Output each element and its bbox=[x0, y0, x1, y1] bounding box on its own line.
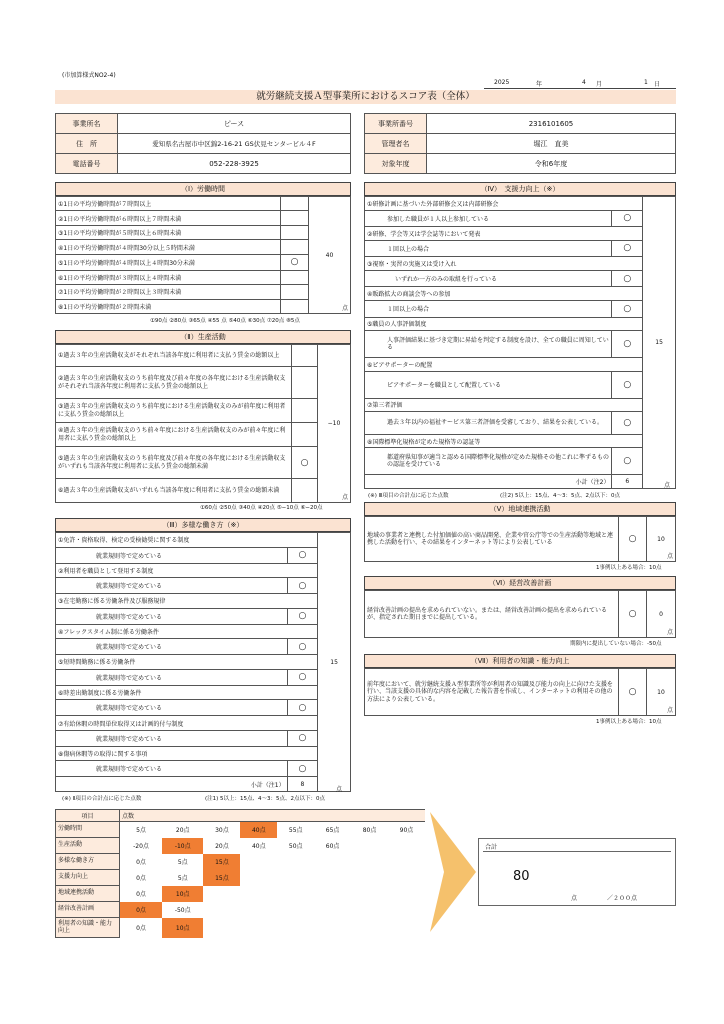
s5-score-cell bbox=[647, 517, 676, 562]
s7-score: 10 bbox=[657, 688, 665, 696]
summary-cell bbox=[388, 918, 425, 938]
summary-cell bbox=[277, 902, 314, 918]
s7-score-cell bbox=[647, 669, 676, 716]
s1-mark bbox=[281, 225, 309, 239]
summary-cell bbox=[351, 886, 388, 902]
summary-row-label: 多様な働き方 bbox=[56, 854, 120, 870]
s3-mark: ○ bbox=[287, 578, 318, 594]
summary-cell: 40点 bbox=[251, 843, 266, 850]
summary-cell bbox=[388, 854, 425, 870]
s6-table bbox=[364, 590, 676, 638]
summary-cell bbox=[314, 854, 351, 870]
s6-note: 期限内に提出していない場合：-50点 bbox=[570, 641, 662, 647]
s2-row: ③過去３年の生産活動収支のうち前年度における生産活動収支のみが前年度に利用者に支払う賃金の総額以上 bbox=[56, 399, 292, 423]
s4-item-head: ②研修、学会等又は学会誌等において発表 bbox=[365, 227, 643, 241]
summary-header-points: 点数 bbox=[120, 810, 426, 822]
s1-row: ⑤1日の平均労働時間が４時間以上４時間30分未満 bbox=[56, 254, 281, 270]
s2-table bbox=[55, 344, 351, 503]
s4-item-head: ③視察・実習の実施又は受け入れ bbox=[365, 257, 643, 271]
s3-unit: 点 bbox=[336, 786, 343, 793]
total-box bbox=[478, 838, 676, 906]
s4-item-sub: ピアサポーターを職員として配置している bbox=[365, 371, 612, 398]
summary-row-label: 経営改善計画 bbox=[56, 902, 120, 918]
date-year: 2025 bbox=[494, 79, 510, 86]
date-year-unit: 年 bbox=[536, 81, 543, 88]
s2-row: ①過去３年の生産活動収支がそれぞれ当該各年度に利用者に支払う賃金の総額以上 bbox=[56, 345, 292, 367]
summary-cell: 60点 bbox=[325, 843, 340, 850]
s3-item-head: ⑦有給休暇の時間単位取得又は計画的付与制度 bbox=[56, 716, 318, 731]
summary-cell: 15点 bbox=[203, 870, 240, 886]
s1-mark bbox=[281, 285, 309, 299]
summary-cell: 40点 bbox=[240, 822, 277, 838]
summary-row bbox=[56, 870, 426, 886]
date-day-unit: 日 bbox=[654, 81, 661, 88]
summary-cell bbox=[203, 886, 240, 902]
s4-note-left: (※) Ⅲ項目の合計点に応じた点数 bbox=[368, 493, 449, 499]
s1-title: （Ⅰ）労働時間 bbox=[55, 182, 351, 196]
summary-cell bbox=[203, 918, 240, 938]
info-left-table bbox=[55, 113, 351, 174]
summary-cell bbox=[240, 886, 277, 902]
summary-cell: 30点 bbox=[215, 827, 229, 835]
s6-text: 経営改善計画の提出を求められていない。または、経営改善計画の提出を求められているが、指定された期日までに提出している。 bbox=[365, 591, 619, 638]
s4-unit: 点 bbox=[664, 482, 671, 489]
summary-cell bbox=[277, 870, 314, 886]
summary-cell bbox=[277, 854, 314, 870]
summary-cell: 50点 bbox=[288, 843, 303, 850]
summary-cell: 20点 bbox=[215, 843, 229, 850]
s4-item-sub: １回以上の場合 bbox=[365, 300, 612, 317]
summary-row-label: 支援力向上 bbox=[56, 870, 120, 886]
summary-row bbox=[56, 854, 426, 870]
s5-unit: 点 bbox=[666, 553, 673, 560]
summary-cell bbox=[388, 886, 425, 902]
s3-table bbox=[55, 532, 351, 792]
s3-item-head: ④フレックスタイム制に係る労働条件 bbox=[56, 624, 318, 639]
s5-table bbox=[364, 516, 676, 562]
s4-mark: ○ bbox=[612, 300, 643, 317]
s1-row: ②1日の平均労働時間が６時間以上７時間未満 bbox=[56, 211, 281, 225]
summary-cell bbox=[388, 838, 425, 854]
summary-cell bbox=[351, 838, 388, 854]
s4-score: 15 bbox=[643, 197, 676, 489]
summary-cell: 5点 bbox=[136, 827, 146, 835]
summary-cell bbox=[314, 918, 351, 938]
s3-item-sub: 就業規則等で定めている bbox=[56, 730, 288, 746]
s5-mark: ○ bbox=[619, 517, 647, 562]
s1-row: ⑦1日の平均労働時間が２時間以上３時間未満 bbox=[56, 285, 281, 299]
s2-mark bbox=[292, 399, 318, 423]
summary-cell: 0点 bbox=[136, 859, 146, 866]
s4-mark: ○ bbox=[612, 371, 643, 398]
arrow-icon bbox=[430, 812, 476, 932]
summary-cell: 55点 bbox=[288, 827, 303, 835]
s7-text: 前年度において、就労継続支援Ａ型事業所等が利用者の知識及び能力の向上に向けた支援を行い、当該支援の具体的な内容を記載した報告書を作成し、インターネットの利用その他の方法により公表している。 bbox=[365, 669, 619, 716]
s3-item-head: ②利用者を職員として登用する制度 bbox=[56, 563, 318, 578]
summary-row-label: 生産活動 bbox=[56, 838, 120, 854]
s3-item-sub: 就業規則等で定めている bbox=[56, 578, 288, 594]
manager-name: 堀江 直美 bbox=[427, 134, 676, 154]
s7-table bbox=[364, 668, 676, 716]
summary-cell: -10点 bbox=[162, 838, 203, 854]
s4-mark: ○ bbox=[612, 448, 643, 475]
s3-item-head: ③在宅勤務に係る労働条件及び服務規律 bbox=[56, 594, 318, 609]
facility-name: ピース bbox=[118, 114, 351, 134]
s3-mark: ○ bbox=[287, 761, 318, 777]
s3-item-head: ⑧傷病休暇等の取得に関する事項 bbox=[56, 746, 318, 761]
summary-cell: 0点 bbox=[136, 875, 146, 882]
s3-mark: ○ bbox=[287, 700, 318, 716]
s3-mark: ○ bbox=[287, 608, 318, 624]
s3-item-sub: 就業規則等で定めている bbox=[56, 700, 288, 716]
s1-row: ⑥1日の平均労働時間が３時間以上４時間未満 bbox=[56, 270, 281, 284]
s3-mark: ○ bbox=[287, 730, 318, 746]
s4-title: （Ⅳ） 支援力向上（※） bbox=[364, 182, 676, 196]
s3-subtotal-label: 小計（注1） bbox=[56, 777, 288, 792]
s4-item-head: ⑧国際標準化規格が定めた規格等の認証等 bbox=[365, 434, 643, 448]
summary-cell: 10点 bbox=[162, 918, 203, 938]
summary-row bbox=[56, 886, 426, 902]
summary-cell bbox=[240, 902, 277, 918]
s1-mark: ○ bbox=[281, 254, 309, 270]
s6-score: 0 bbox=[659, 610, 663, 618]
s3-mark: ○ bbox=[287, 669, 318, 685]
s5-note: 1事例以上ある場合：10点 bbox=[596, 565, 662, 571]
total-value: 80 bbox=[513, 869, 530, 884]
s3-note-right: (注1) 5以上：15点、4〜3：5点、2点以下：0点 bbox=[205, 796, 326, 802]
s4-item-sub: 参加した職員が１人以上参加している bbox=[365, 210, 612, 227]
s2-mark bbox=[292, 367, 318, 399]
s3-item-head: ①免許・資格取得、検定の受検勧奨に関する制度 bbox=[56, 533, 318, 548]
s1-score-cell bbox=[309, 197, 351, 314]
s4-item-sub: 都道府県知事が適当と認める国際標準化規格が定めた規格その他これに準ずるものの認証を受けている bbox=[365, 448, 612, 475]
s5-title: （Ⅴ）地域連携活動 bbox=[364, 502, 676, 516]
s3-item-sub: 就業規則等で定めている bbox=[56, 639, 288, 655]
s4-note-right: (注2) 5以上：15点、4〜3：5点、2点以下：0点 bbox=[500, 493, 621, 499]
s5-score: 10 bbox=[657, 535, 665, 543]
year-label: 対象年度 bbox=[365, 154, 427, 174]
summary-row bbox=[56, 838, 426, 854]
summary-cell: 5点 bbox=[177, 859, 188, 866]
form-id: (市加算様式NO2-4) bbox=[62, 72, 116, 79]
s4-mark: ○ bbox=[612, 412, 643, 435]
date-day: 1 bbox=[644, 79, 648, 86]
s2-mark bbox=[292, 423, 318, 447]
s3-item-sub: 就業規則等で定めている bbox=[56, 547, 288, 563]
page-title: 就労継続支援Ａ型事業所におけるスコア表（全体） bbox=[55, 90, 676, 104]
summary-row bbox=[56, 822, 426, 838]
s1-table bbox=[55, 196, 351, 314]
summary-cell bbox=[314, 902, 351, 918]
name-label: 事業所名 bbox=[56, 114, 118, 134]
no-label: 事業所番号 bbox=[365, 114, 427, 134]
summary-row-label: 利用者の知識・能力向上 bbox=[56, 918, 120, 938]
s4-table bbox=[364, 196, 676, 489]
summary-cell bbox=[351, 902, 388, 918]
s2-score-cell bbox=[318, 345, 351, 503]
s1-row: ③1日の平均労働時間が５時間以上６時間未満 bbox=[56, 225, 281, 239]
s2-row: ④過去３年の生産活動収支のうち前々年度における生産活動収支のみが前々年度に利用者に支払う賃金の総額以上 bbox=[56, 423, 292, 447]
s2-unit: 点 bbox=[341, 494, 348, 501]
s1-unit: 点 bbox=[341, 305, 348, 312]
s7-unit: 点 bbox=[666, 707, 673, 714]
s4-item-head: ⑦第三者評価 bbox=[365, 398, 643, 412]
info-right-table bbox=[364, 113, 676, 174]
s1-row: ①1日の平均労働時間が７時間以上 bbox=[56, 197, 281, 211]
summary-cell bbox=[351, 918, 388, 938]
summary-cell bbox=[388, 870, 425, 886]
summary-table bbox=[55, 809, 425, 938]
summary-cell bbox=[240, 918, 277, 938]
s4-item-sub: 人事評価結果に基づき定期に昇給を判定する制度を設け、全ての職員に周知している bbox=[365, 331, 612, 358]
s4-mark: ○ bbox=[612, 270, 643, 287]
s2-title: （Ⅱ）生産活動 bbox=[55, 330, 351, 344]
s1-note: ①90点 ②80点 ③65点 ④55 点 ⑤40点 ⑥30点 ⑦20点 ⑧5点 bbox=[150, 318, 300, 324]
s1-mark bbox=[281, 270, 309, 284]
mgr-label: 管理者名 bbox=[365, 134, 427, 154]
total-max: ／２００点 bbox=[607, 895, 638, 902]
summary-header-item: 項目 bbox=[56, 810, 120, 822]
summary-cell: 5点 bbox=[177, 875, 188, 882]
summary-cell: 20点 bbox=[175, 827, 190, 835]
s2-score: −10 bbox=[327, 420, 341, 427]
s3-mark: ○ bbox=[287, 547, 318, 563]
summary-cell: 10点 bbox=[162, 886, 203, 902]
summary-row bbox=[56, 918, 426, 938]
summary-cell: 80点 bbox=[362, 827, 377, 835]
summary-row-label: 労働時間 bbox=[56, 822, 120, 838]
summary-cell: 0点 bbox=[136, 925, 146, 932]
summary-cell bbox=[351, 870, 388, 886]
s4-mark: ○ bbox=[612, 210, 643, 227]
s2-mark bbox=[292, 345, 318, 367]
total-unit: 点 bbox=[571, 895, 578, 902]
addr-label: 住 所 bbox=[56, 134, 118, 154]
s2-mark: ○ bbox=[292, 447, 318, 479]
s3-mark: ○ bbox=[287, 639, 318, 655]
s4-item-sub: １回以上の場合 bbox=[365, 240, 612, 257]
summary-cell bbox=[240, 854, 277, 870]
summary-cell bbox=[388, 902, 425, 918]
s4-item-head: ⑥ピアサポーターの配置 bbox=[365, 358, 643, 372]
s1-mark bbox=[281, 240, 309, 254]
s3-item-sub: 就業規則等で定めている bbox=[56, 761, 288, 777]
date-month-unit: 月 bbox=[596, 81, 603, 88]
summary-cell: 0点 bbox=[136, 891, 146, 898]
total-label: 合計 bbox=[485, 844, 498, 851]
s4-item-sub: 過去３年以内の福祉サービス第三者評価を受審しており、結果を公表している。 bbox=[365, 412, 612, 435]
s6-unit: 点 bbox=[666, 629, 673, 636]
s2-row: ②過去３年の生産活動収支のうち前年度及び前々年度の各年度における生産活動収支がそれぞれ当該各年度に利用者に支払う賃金の総額以上 bbox=[56, 367, 292, 399]
s2-row: ⑥過去３年の生産活動収支がいずれも当該各年度に利用者に支払う賃金の総額未満 bbox=[56, 479, 292, 503]
s3-subtotal: 8 bbox=[287, 777, 318, 792]
total-divider bbox=[483, 851, 671, 852]
s3-score: 15 bbox=[318, 533, 351, 792]
s1-mark bbox=[281, 299, 309, 314]
summary-cell: 65点 bbox=[325, 827, 340, 835]
s3-note-left: (※) Ⅱ項目の合計点に応じた点数 bbox=[62, 796, 142, 802]
s7-note: 1事例以上ある場合：10点 bbox=[596, 719, 662, 725]
s4-subtotal: 6 bbox=[612, 475, 643, 489]
s2-mark bbox=[292, 479, 318, 503]
facility-tel: 052-228-3925 bbox=[118, 154, 351, 174]
summary-cell bbox=[240, 870, 277, 886]
s6-mark: ○ bbox=[619, 591, 647, 638]
summary-cell: 0点 bbox=[120, 902, 163, 918]
summary-cell: -50点 bbox=[174, 907, 191, 914]
s7-mark: ○ bbox=[619, 669, 647, 716]
s1-score: 40 bbox=[325, 251, 334, 259]
s3-item-sub: 就業規則等で定めている bbox=[56, 608, 288, 624]
s6-title: （Ⅵ）経営改善計画 bbox=[364, 576, 676, 590]
s4-subtotal-label: 小計（注2） bbox=[365, 475, 612, 489]
facility-address: 愛知県名古屋市中区錦2-16-21 GS伏見センタービル４F bbox=[118, 134, 351, 154]
summary-row-label: 地域連携活動 bbox=[56, 886, 120, 902]
target-year: 令和6年度 bbox=[427, 154, 676, 174]
s3-title: （Ⅲ）多様な働き方（※） bbox=[55, 518, 351, 532]
summary-cell bbox=[314, 870, 351, 886]
s3-item-sub: 就業規則等で定めている bbox=[56, 669, 288, 685]
date-month: 4 bbox=[582, 79, 586, 86]
s2-row: ⑤過去３年の生産活動収支のうち前年度及び前々年度の各年度における生産活動収支がいずれも当該各年度に利用者に支払う賃金の総額未満 bbox=[56, 447, 292, 479]
summary-cell bbox=[277, 918, 314, 938]
s4-item-head: ①研修計画に基づいた外部研修会又は内部研修会 bbox=[365, 197, 643, 211]
summary-cell: 15点 bbox=[203, 854, 240, 870]
s3-item-head: ⑤短時間勤務に係る労働条件 bbox=[56, 655, 318, 670]
s3-item-head: ⑥時差出勤制度に係る労働条件 bbox=[56, 685, 318, 700]
s7-title: （Ⅶ）利用者の知識・能力向上 bbox=[364, 654, 676, 668]
s1-row: ⑧1日の平均労働時間が２時間未満 bbox=[56, 299, 281, 314]
s4-item-head: ④販路拡大の商談会等への参加 bbox=[365, 287, 643, 301]
facility-no: 2316101605 bbox=[427, 114, 676, 134]
summary-cell: 90点 bbox=[399, 827, 414, 835]
s4-item-head: ⑤職員の人事評価制度 bbox=[365, 317, 643, 331]
s4-mark: ○ bbox=[612, 331, 643, 358]
s6-score-cell bbox=[647, 591, 676, 638]
summary-cell bbox=[277, 886, 314, 902]
s1-row: ④1日の平均労働時間が４時間30分以上５時間未満 bbox=[56, 240, 281, 254]
summary-cell bbox=[203, 902, 240, 918]
s5-text: 地域の事業者と連携した付加価値の高い商品開発、企業や官公庁等での生産活動等地域と連携した活動を行い、その結果をインターネット等により公表している bbox=[365, 517, 619, 562]
summary-row bbox=[56, 902, 426, 918]
tel-label: 電話番号 bbox=[56, 154, 118, 174]
date-line bbox=[484, 79, 676, 89]
summary-cell bbox=[351, 854, 388, 870]
s1-mark bbox=[281, 197, 309, 211]
s4-mark: ○ bbox=[612, 240, 643, 257]
s4-item-sub: いずれか一方のみの取組を行っている bbox=[365, 270, 612, 287]
summary-cell bbox=[314, 886, 351, 902]
s2-note: ①60点 ②50点 ③40点 ④20点 ⑤−10点 ⑥−20点 bbox=[200, 505, 323, 511]
s1-mark bbox=[281, 211, 309, 225]
summary-cell: -20点 bbox=[133, 843, 149, 850]
